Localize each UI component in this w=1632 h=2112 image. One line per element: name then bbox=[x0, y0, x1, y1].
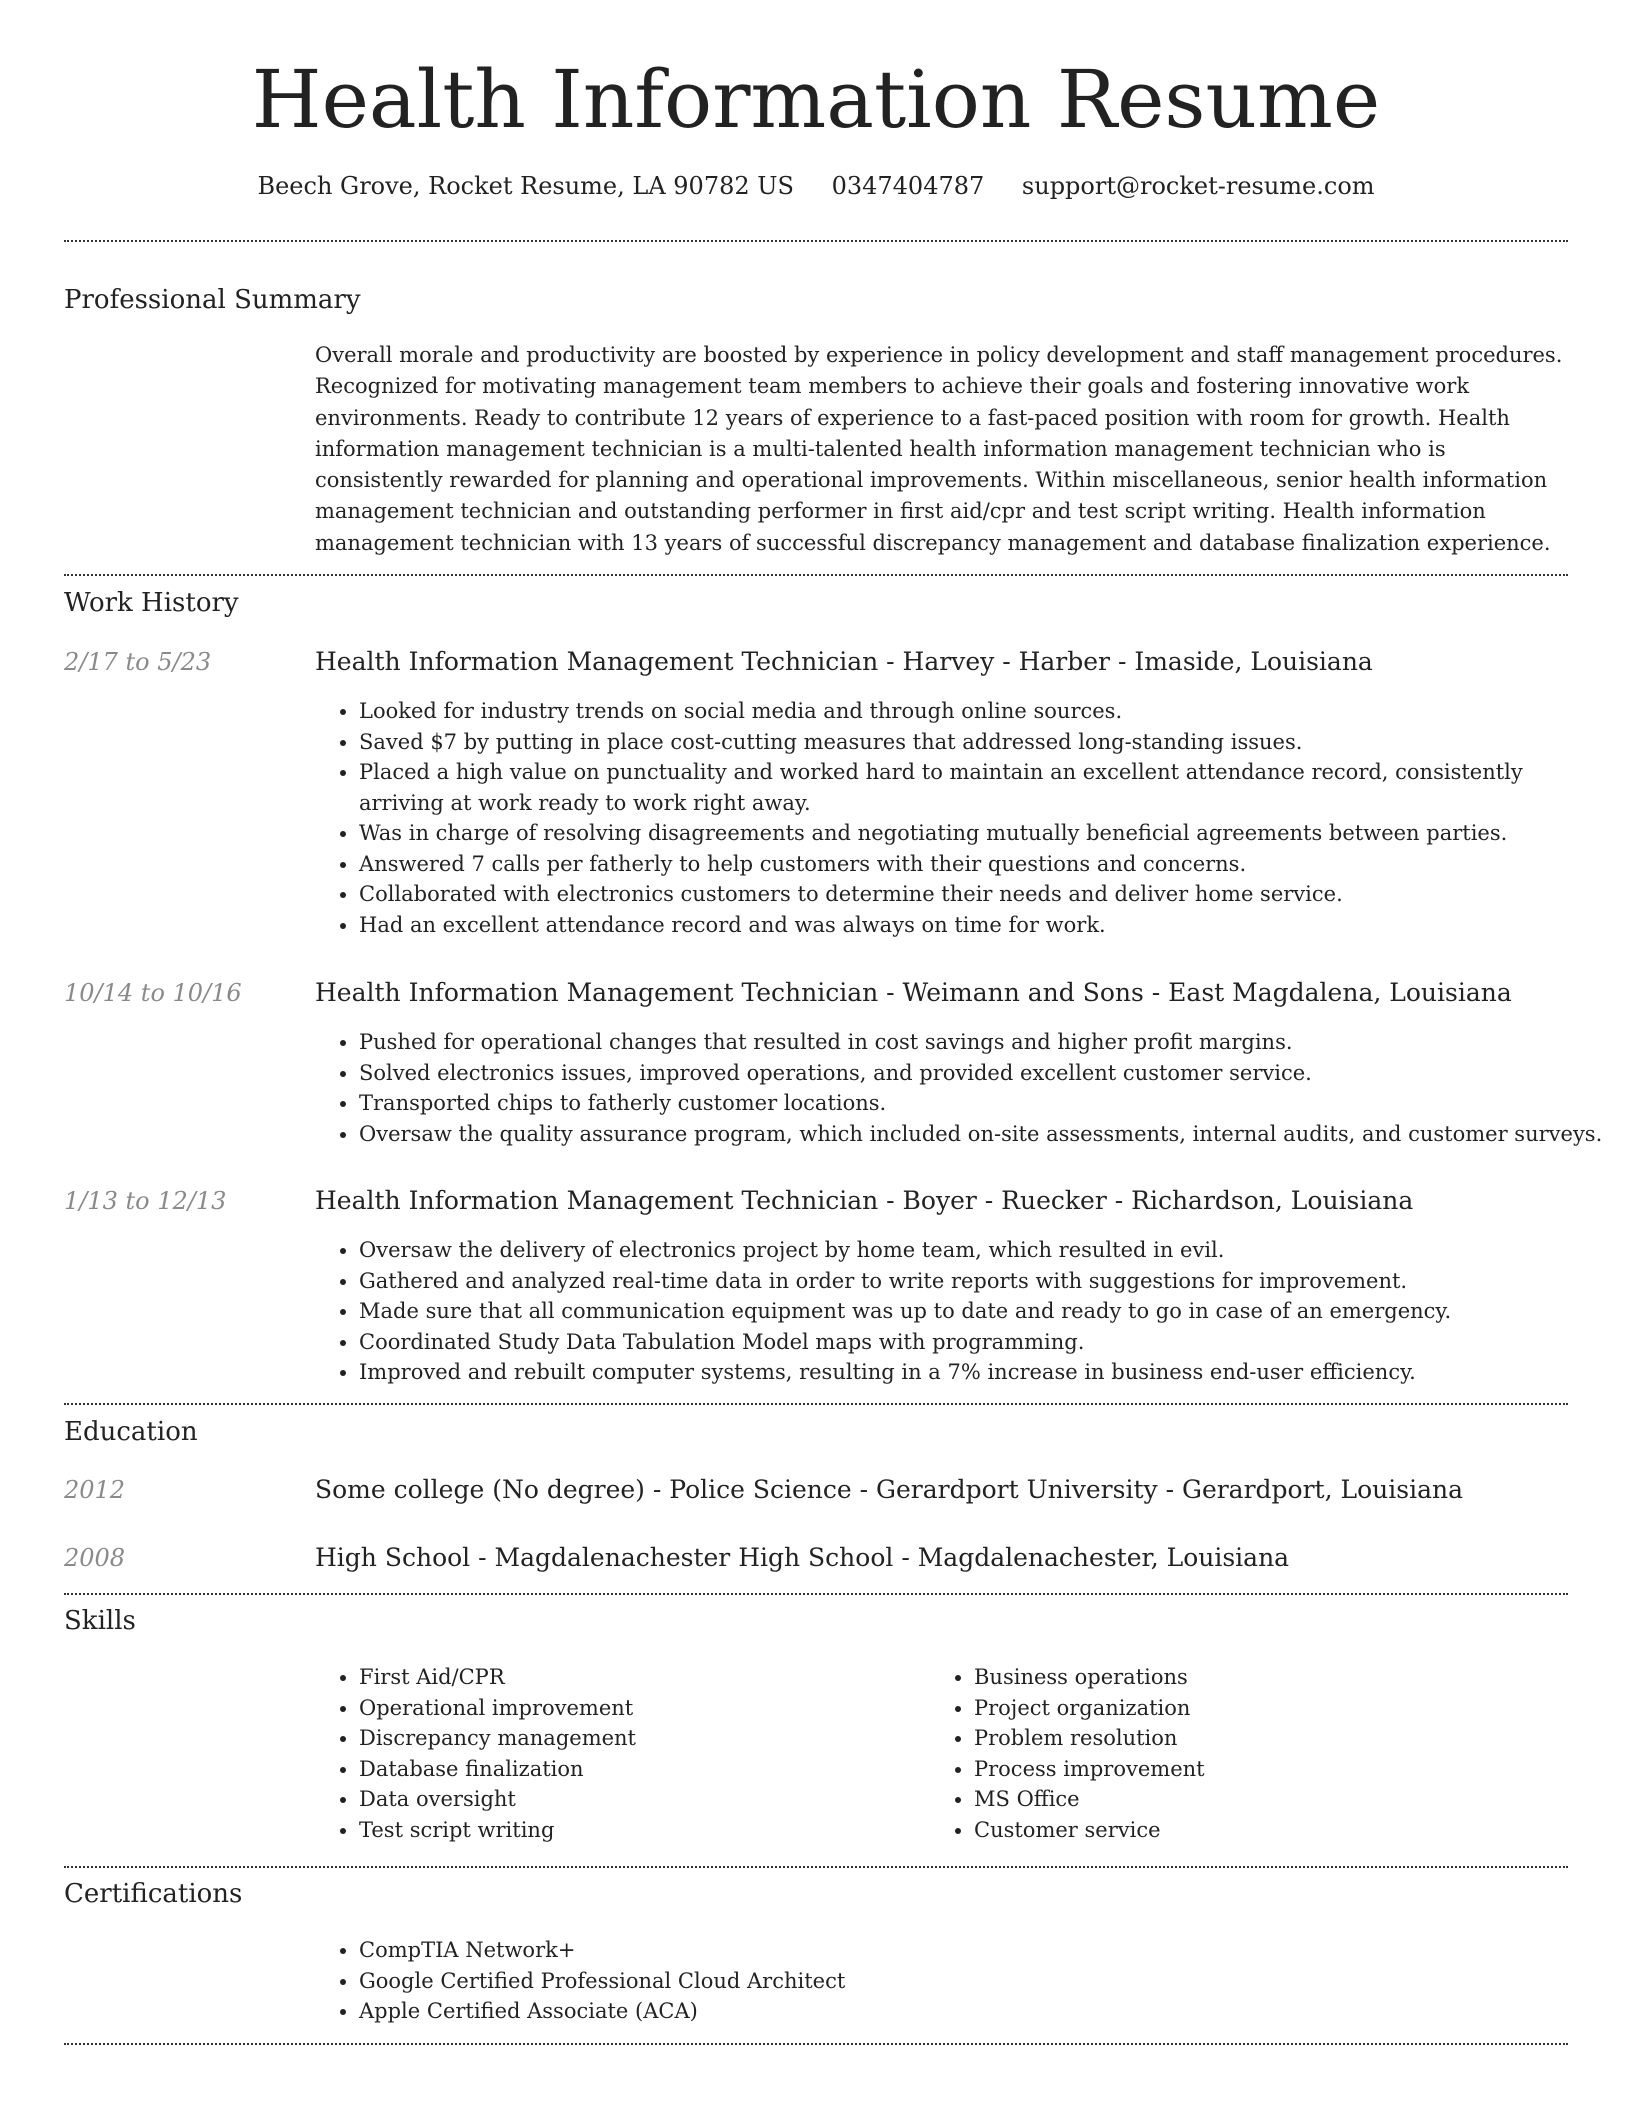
job-title: Health Information Management Technician - Weimann and Sons - East Magdalena, Louisiana bbox=[315, 978, 1512, 1007]
section-divider bbox=[64, 1866, 1568, 1868]
education-year: 2012 bbox=[64, 1476, 126, 1504]
job-dates: 2/17 to 5/23 bbox=[64, 648, 212, 676]
job-bullets bbox=[315, 1235, 1612, 1388]
job-dates: 1/13 to 12/13 bbox=[64, 1187, 227, 1215]
job-title: Health Information Management Technician - Harvey - Harber - Imaside, Louisiana bbox=[315, 647, 1373, 676]
education-entry: Some college (No degree) - Police Science - Gerardport University - Gerardport, Louisiana bbox=[315, 1475, 1463, 1504]
list-item: • Had an excellent attendance record and was always on time for work. bbox=[359, 910, 1612, 941]
list-item: • Pushed for operational changes that resulted in cost savings and higher profit margins. bbox=[359, 1027, 1612, 1058]
list-item: • Oversaw the quality assurance program, which included on-site assessments, internal audits, and customer surveys. bbox=[359, 1119, 1612, 1150]
section-divider bbox=[64, 1593, 1568, 1595]
section-divider bbox=[64, 2043, 1568, 2045]
skill-item: • Customer service bbox=[974, 1815, 1574, 1846]
section-heading-skills: Skills bbox=[64, 1606, 136, 1636]
skill-item: • Data oversight bbox=[359, 1784, 959, 1815]
list-item: • Transported chips to fatherly customer locations. bbox=[359, 1088, 1612, 1119]
skill-item: • Process improvement bbox=[974, 1754, 1574, 1785]
list-item: • Was in charge of resolving disagreements and negotiating mutually beneficial agreements between parties. bbox=[359, 818, 1612, 849]
section-divider bbox=[64, 240, 1568, 242]
skill-item: • Database finalization bbox=[359, 1754, 959, 1785]
list-item: • Gathered and analyzed real-time data in order to write reports with suggestions for improvement. bbox=[359, 1266, 1612, 1297]
list-item: • Improved and rebuilt computer systems, resulting in a 7% increase in business end-user efficiency. bbox=[359, 1357, 1612, 1388]
contact-address: Beech Grove, Rocket Resume, LA 90782 US bbox=[257, 172, 794, 200]
skill-item: • First Aid/CPR bbox=[359, 1662, 959, 1693]
certifications-list bbox=[315, 1935, 1612, 2027]
summary-text: Overall morale and productivity are boosted by experience in policy development and staff management procedures. Recognized for motivating management team members to achieve their goals and fostering innovative work environments. Ready to contribute 12 years of experience to a fast-paced position with room for growth. Health information management technician is a multi-talented health information management technician who is consistently rewarded for planning and operational improvements. Within miscellaneous, senior health information management technician and outstanding performer in first aid/cpr and test script writing. Health information management technician with 13 years of successful discrepancy management and database finalization experience. bbox=[315, 343, 1563, 555]
list-item: • Made sure that all communication equipment was up to date and ready to go in case of an emergency. bbox=[359, 1296, 1612, 1327]
section-heading-summary: Professional Summary bbox=[64, 285, 361, 315]
section-divider bbox=[64, 1403, 1568, 1405]
job-title: Health Information Management Technician - Boyer - Ruecker - Richardson, Louisiana bbox=[315, 1186, 1414, 1215]
job-bullets bbox=[315, 1027, 1612, 1149]
education-entry: High School - Magdalenachester High School - Magdalenachester, Louisiana bbox=[315, 1543, 1290, 1572]
certification-item: • CompTIA Network+ bbox=[359, 1935, 1612, 1966]
list-item: • Collaborated with electronics customers to determine their needs and deliver home service. bbox=[359, 879, 1612, 910]
resume-title: Health Information Resume bbox=[251, 53, 1381, 146]
skills-list-left bbox=[315, 1662, 959, 1845]
skills-list-right bbox=[930, 1662, 1574, 1845]
job-bullets bbox=[315, 696, 1612, 940]
list-item: • Oversaw the delivery of electronics project by home team, which resulted in evil. bbox=[359, 1235, 1612, 1266]
skill-item: • Business operations bbox=[974, 1662, 1574, 1693]
job-dates: 10/14 to 10/16 bbox=[64, 979, 242, 1007]
contact-line bbox=[0, 171, 1632, 201]
contact-phone: 0347404787 bbox=[831, 172, 985, 200]
skill-item: • Problem resolution bbox=[974, 1723, 1574, 1754]
list-item: • Looked for industry trends on social media and through online sources. bbox=[359, 696, 1612, 727]
list-item: • Coordinated Study Data Tabulation Model maps with programming. bbox=[359, 1327, 1612, 1358]
skill-item: • MS Office bbox=[974, 1784, 1574, 1815]
section-heading-education: Education bbox=[64, 1417, 198, 1447]
section-divider bbox=[64, 574, 1568, 576]
skill-item: • Project organization bbox=[974, 1693, 1574, 1724]
skill-item: • Discrepancy management bbox=[359, 1723, 959, 1754]
section-heading-work-history: Work History bbox=[64, 588, 239, 618]
contact-email: support@rocket-resume.com bbox=[1021, 172, 1375, 200]
education-year: 2008 bbox=[64, 1544, 126, 1572]
certification-item: • Google Certified Professional Cloud Architect bbox=[359, 1966, 1612, 1997]
list-item: • Answered 7 calls per fatherly to help customers with their questions and concerns. bbox=[359, 849, 1612, 880]
section-heading-certifications: Certifications bbox=[64, 1879, 243, 1909]
skill-item: • Test script writing bbox=[359, 1815, 959, 1846]
list-item: • Solved electronics issues, improved operations, and provided excellent customer service. bbox=[359, 1058, 1612, 1089]
skill-item: • Operational improvement bbox=[359, 1693, 959, 1724]
list-item: • Placed a high value on punctuality and worked hard to maintain an excellent attendance record, consistently arriving at work ready to work right away. bbox=[359, 757, 1612, 818]
certification-item: • Apple Certified Associate (ACA) bbox=[359, 1996, 1612, 2027]
list-item: • Saved $7 by putting in place cost-cutting measures that addressed long-standing issues. bbox=[359, 727, 1612, 758]
